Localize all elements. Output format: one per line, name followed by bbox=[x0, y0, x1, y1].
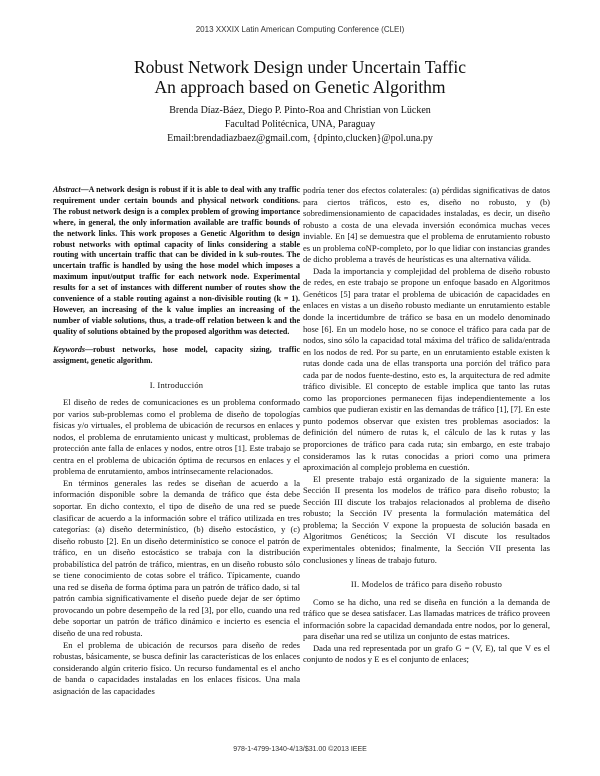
copyright-footer: 978-1-4799-1340-4/13/$31.00 ©2013 IEEE bbox=[233, 746, 367, 753]
paper-title bbox=[0, 57, 600, 97]
paragraph: Dada la importancia y complejidad del problema de diseño robusto de redes, en este trabajo se propone un enfoque basado en Algoritmos Genéticos [5] para tratar el problema de ubicación de capacidades en enlaces en vistas a un diseño robusto mediante un enrutamiento estable donde la incertidumbre de tráfico se basa en un modelo denominado hose [6]. En un modelo hose, no se conoce el tráfico para cada par de nodos, sino sólo la capacidad total máxima del tráfico de salida/entrada en los nodos de red. Por su parte, en un enrutamiento estable existen k rutas donde cada una de ellas transporta una porción del tráfico para cada par de nodos fuente-destino, esto es, la arquitectura de red admite tráfico divisible. El concepto de estable implica que tanto las rutas como las proporciones permanecen fijas independientemente a los cambios que pudieran existir en las demandas de tráfico [1], [7]. En este punto podemos observar que existen tres problemas asociados: la definición del número de rutas k, el cálculo de las k rutas y las proporciones de tráfico para cada ruta; sin embargo, en este trabajo consideramos las k rutas conocidas a priori como una primera aproximación al complejo problema en cuestión. bbox=[303, 265, 550, 473]
keywords bbox=[53, 345, 300, 367]
section-heading-introduction: I. Introducción bbox=[149, 379, 204, 390]
left-column bbox=[53, 185, 300, 697]
paragraph: En el problema de ubicación de recursos para diseño de redes robustas, básicamente, se busca definir las características de los enlaces considerando algún criterio físico. Un recurso fundamental es el ancho de banda o capacidades instaladas en los enlaces físicos. Una mala asignación de las capacidades bbox=[53, 639, 300, 696]
keywords-label: Keywords bbox=[53, 344, 85, 354]
right-column bbox=[303, 185, 550, 666]
paragraph: podría tener dos efectos colaterales: (a) pérdidas significativas de datos para ciertos tráficos, esto es, diseño no robusto, y (b) sobredimensionamiento de capacidades instaladas, es decir, un diseño robusto a costa de una elevada inversión económica muchas veces inviable. En [4] se demuestra que el problema de enrutamiento robusto es un problema coNP-completo, por lo que lidiar con instancias grandes de dicho problema a través de heurísticas es una alternativa válida. bbox=[303, 185, 550, 265]
author-email: Email:brendadiazbaez@gmail.com, {dpinto,clucken}@pol.una.py bbox=[167, 133, 433, 144]
paragraph: El diseño de redes de comunicaciones es un problema conformado por varios sub-problemas como el problema de diseño de topologías físicas y/o virtuales, el problema de ubicación de recursos en enlaces y nodos, el problema de enrutamiento unicast y multicast, problemas de protección ante falla de enlaces y nodos, entre otros [1]. Este trabajo se centra en el problema de ubicación óptima de recursos en enlaces y el problema de enrutamiento, ambos intrínsecamente relacionados. bbox=[53, 397, 300, 477]
abstract-label: Abstract bbox=[53, 185, 81, 194]
paragraph: Dada una red representada por un grafo G = (V, E), tal que V es el conjunto de nodos y E es el conjunto de enlaces; bbox=[303, 642, 550, 665]
abstract-text: —A network design is robust if it is able to deal with any traffic requirement under certain bounds and physical network conditions. The robust network design is a complex problem of growing importance where, in general, the only information available are traffic bounds of the network links. This work proposes a Genetic Algorithm to design robust networks with optimal capacity of links considering a stable routing with uncertain traffic that can be divided in k sub-routes. The uncertain traffic is handled by using the hose model which imposes a maximum input/output traffic for each network node. Experimental results for a set of instances with different number of routes show the convenience of a stable routing against a non-divisible routing (k = 1). However, an increasing of the k value implies an increasing of the number of viable solutions, thus, a trade-off relation between k and the quality of solutions obtained by the proposed algorithm was detected. bbox=[53, 185, 300, 336]
author-names: Brenda Díaz-Báez, Diego P. Pinto-Roa and Christian von Lücken bbox=[169, 105, 431, 116]
paragraph: En términos generales las redes se diseñan de acuerdo a la información disponible sobre la demanda de tráfico que ésta debe soportar. En dicho contexto, el tipo de diseño de una red se puede clasificar de acuerdo a la información sobre el tráfico utilizada en tres categorías: (a) diseño determinístico, (b) diseño estocástico, y (c) diseño robusto [2]. En un diseño determinístico se conoce el patrón de tráfico, en un diseño estocástico se trabaja con la distribución probabilística del patrón de tráfico, mientras, en un diseño robusto sólo se tiene conocimiento de cotas sobre el tráfico. Típicamente, cuando una red se diseña de forma óptima para un patrón de tráfico dado, si tal patrón cambia significativamente el diseño puede dejar de ser óptimo provocando un pobre desempeño de la red [3], por ello, cuando una red debe soportar un patrón de tráfico dinámico e incierto es esencia el diseño de una red robusta. bbox=[53, 477, 300, 638]
paragraph: Como se ha dicho, una red se diseña en función a la demanda de tráfico que se desea satisfacer. Las llamadas matrices de tráfico proveen información sobre la capacidad demandada entre nodos, por lo general, para diseñar una red se utiliza un conjunto de estas matrices. bbox=[303, 596, 550, 642]
section-heading-traffic-models: II. Modelos de tráfico para diseño robusto bbox=[350, 579, 503, 590]
abstract bbox=[53, 185, 300, 338]
title-line-2: An approach based on Genetic Algorithm bbox=[154, 77, 446, 97]
keywords-text: —robust networks, hose model, capacity sizing, traffic assigment, genetic algorithm. bbox=[53, 344, 300, 365]
title-line-1: Robust Network Design under Uncertain Taffic bbox=[133, 57, 466, 77]
author-block bbox=[0, 104, 600, 146]
paragraph: El presente trabajo está organizado de la siguiente manera: la Sección II presenta los modelos de tráfico para diseño robusto; la Sección III discute los trabajos relacionados al problema de diseño robusto; la Sección IV presenta la formulación matemática del problema; la Sección V expone la propuesta de solución basada en Algoritmos Genéticos; la Sección VI discute los resultados experimentales obtenidos; finalmente, la Sección VII presenta las conclusiones y líneas de trabajo futuro. bbox=[303, 473, 550, 565]
conference-header: 2013 XXXIX Latin American Computing Conference (CLEI) bbox=[195, 25, 405, 34]
author-affiliation: Facultad Politécnica, UNA, Paraguay bbox=[224, 119, 376, 130]
